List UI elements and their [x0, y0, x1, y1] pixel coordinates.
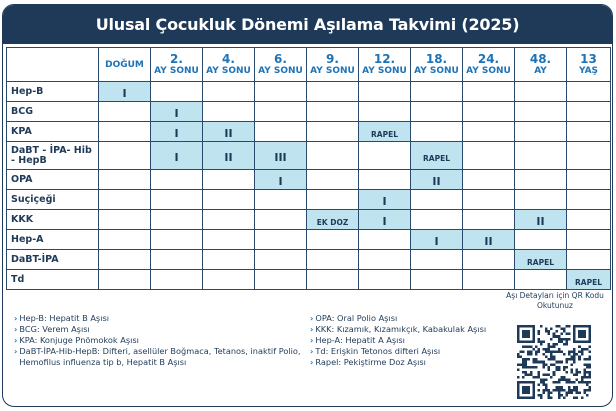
- page-title: Ulusal Çocukluk Dönemi Aşılama Takvimi (2025): [3, 5, 612, 44]
- legend-text: Rapel: Pekiştirme Doz Aşısı: [315, 357, 426, 367]
- schedule-cell: [203, 270, 255, 290]
- schedule-cell: [463, 190, 515, 210]
- schedule-cell: [567, 210, 611, 230]
- schedule-cell: [515, 210, 567, 230]
- schedule-cell: [151, 102, 203, 122]
- vaccine-name: KKK: [7, 210, 99, 230]
- qr-label: Aşı Detayları için QR Kodu Okutunuz: [506, 291, 604, 310]
- schedule-cell: [203, 142, 255, 170]
- table-row: [7, 170, 611, 190]
- table-row: [7, 270, 611, 290]
- column-header-unit: AY SONU: [206, 66, 251, 76]
- schedule-cell: [255, 210, 307, 230]
- schedule-cell: [255, 142, 307, 170]
- column-header: [307, 48, 359, 82]
- schedule-cell: [203, 170, 255, 190]
- schedule-cell: [255, 270, 307, 290]
- dose-label: RAPEL: [371, 130, 398, 139]
- legend-left: [14, 313, 304, 368]
- legend-text: Hep-A: Hepatit A Aşısı: [315, 335, 405, 345]
- schedule-cell: [359, 270, 411, 290]
- schedule-cell: [359, 250, 411, 270]
- vaccine-name: DaBT-İPA: [7, 250, 99, 270]
- schedule-cell: [307, 122, 359, 142]
- column-header-number: 12.: [373, 52, 396, 66]
- vaccine-name: KPA: [7, 122, 99, 142]
- schedule-cell: [515, 102, 567, 122]
- schedule-cell: [463, 142, 515, 170]
- legend-text: KKK: Kızamık, Kızamıkçık, Kabakulak Aşısı: [315, 324, 487, 334]
- column-header-number: 24.: [477, 52, 500, 66]
- schedule-cell: [567, 122, 611, 142]
- schedule-body: [7, 82, 611, 290]
- table-row: [7, 210, 611, 230]
- qr-code-icon[interactable]: [517, 325, 591, 399]
- vaccine-name: BCG: [7, 102, 99, 122]
- schedule-cell: [463, 102, 515, 122]
- schedule-cell: [359, 122, 411, 142]
- schedule-cell: [411, 122, 463, 142]
- schedule-cell: [463, 210, 515, 230]
- schedule-cell: [307, 210, 359, 230]
- dose-label: I: [434, 235, 439, 248]
- legend-item: [310, 313, 520, 324]
- schedule-cell: [359, 170, 411, 190]
- schedule-cell: [99, 210, 151, 230]
- schedule-cell: [359, 230, 411, 250]
- legend-item: [310, 346, 520, 357]
- column-header: [151, 48, 203, 82]
- table-row: [7, 82, 611, 102]
- chevron-right-icon: ›: [310, 346, 314, 356]
- schedule-cell: [411, 230, 463, 250]
- column-header-number: 4.: [222, 52, 235, 66]
- column-header-unit: AY SONU: [414, 66, 459, 76]
- schedule-cell: [151, 190, 203, 210]
- legend-item: [310, 324, 520, 335]
- schedule-cell: [515, 122, 567, 142]
- dose-label: RAPEL: [527, 258, 554, 267]
- schedule-cell: [307, 170, 359, 190]
- schedule-cell: [359, 210, 411, 230]
- schedule-cell: [151, 270, 203, 290]
- column-header-number: 9.: [326, 52, 339, 66]
- schedule-cell: [515, 250, 567, 270]
- column-header-number: 2.: [170, 52, 183, 66]
- legend-item: [14, 313, 304, 324]
- dose-label: RAPEL: [575, 278, 602, 287]
- chevron-right-icon: ›: [310, 324, 314, 334]
- vaccine-name: Hep-B: [7, 82, 99, 102]
- schedule-cell: [359, 102, 411, 122]
- table-row: [7, 102, 611, 122]
- dose-label: I: [174, 151, 179, 164]
- chevron-right-icon: ›: [310, 335, 314, 345]
- column-header-unit: AY SONU: [362, 66, 407, 76]
- column-header: [463, 48, 515, 82]
- schedule-cell: [411, 210, 463, 230]
- dose-label: II: [224, 151, 233, 164]
- dose-label: RAPEL: [423, 154, 450, 163]
- column-header: [203, 48, 255, 82]
- schedule-cell: [515, 230, 567, 250]
- dose-label: EK DOZ: [316, 218, 349, 227]
- dose-label: I: [382, 215, 387, 228]
- legend-item: [14, 346, 304, 368]
- schedule-cell: [307, 82, 359, 102]
- dose-label: I: [278, 175, 283, 188]
- schedule-cell: [99, 102, 151, 122]
- schedule-cell: [567, 190, 611, 210]
- schedule-cell: [515, 82, 567, 102]
- schedule-cell: [203, 122, 255, 142]
- legend-text: DaBT-İPA-Hib-HepB: Difteri, asellüler Boğmaca, Tetanos, inaktif Polio, Hemofilus influenza tip b, Hepatit B Aşısı: [19, 346, 301, 367]
- header-row: [7, 48, 611, 82]
- column-header: [99, 48, 151, 82]
- vaccine-name: Hep-A: [7, 230, 99, 250]
- legend-text: Hep-B: Hepatit B Aşısı: [19, 313, 110, 323]
- schedule-cell: [99, 82, 151, 102]
- schedule-cell: [567, 270, 611, 290]
- schedule-cell: [203, 210, 255, 230]
- column-header: [359, 48, 411, 82]
- schedule-cell: [567, 250, 611, 270]
- schedule-cell: [307, 230, 359, 250]
- table-row: [7, 122, 611, 142]
- legend-text: OPA: Oral Polio Aşısı: [315, 313, 398, 323]
- dose-label: II: [432, 175, 441, 188]
- legend-text: BCG: Verem Aşısı: [19, 324, 90, 334]
- schedule-cell: [567, 102, 611, 122]
- column-header-number: 6.: [274, 52, 287, 66]
- schedule-cell: [411, 102, 463, 122]
- schedule-cell: [151, 122, 203, 142]
- schedule-cell: [515, 270, 567, 290]
- schedule-cell: [203, 102, 255, 122]
- table-row: [7, 230, 611, 250]
- schedule-cell: [359, 190, 411, 210]
- corner-cell: [7, 48, 99, 82]
- dose-label: I: [174, 127, 179, 140]
- schedule-cell: [151, 210, 203, 230]
- schedule-cell: [307, 250, 359, 270]
- schedule-cell: [567, 230, 611, 250]
- dose-label: I: [122, 87, 127, 100]
- chevron-right-icon: ›: [14, 335, 18, 345]
- legend-item: [310, 335, 520, 346]
- legend-text: KPA: Konjuge Pnömokok Aşısı: [19, 335, 139, 345]
- vaccine-name: DaBT - İPA- Hib - HepB: [7, 142, 99, 170]
- schedule-cell: [255, 190, 307, 210]
- schedule-cell: [411, 270, 463, 290]
- column-header: [411, 48, 463, 82]
- schedule-cell: [255, 170, 307, 190]
- column-header-unit: AY: [534, 66, 547, 76]
- schedule-cell: [151, 82, 203, 102]
- schedule-cell: [463, 250, 515, 270]
- schedule-cell: [463, 82, 515, 102]
- vaccine-name: Suçiçeği: [7, 190, 99, 210]
- column-header-unit: DOĞUM: [105, 59, 144, 70]
- schedule-cell: [203, 230, 255, 250]
- schedule-cell: [255, 230, 307, 250]
- schedule-cell: [463, 230, 515, 250]
- column-header-number: 18.: [425, 52, 448, 66]
- dose-label: I: [382, 195, 387, 208]
- column-header: [255, 48, 307, 82]
- schedule-cell: [463, 122, 515, 142]
- chevron-right-icon: ›: [14, 324, 18, 334]
- schedule-cell: [463, 270, 515, 290]
- schedule-cell: [203, 82, 255, 102]
- column-header-unit: AY SONU: [258, 66, 303, 76]
- dose-label: II: [224, 127, 233, 140]
- schedule-cell: [567, 82, 611, 102]
- table-row: [7, 142, 611, 170]
- schedule-cell: [151, 170, 203, 190]
- legend-item: [14, 335, 304, 346]
- schedule-card: [2, 4, 613, 407]
- column-header-number: 13: [580, 52, 597, 66]
- chevron-right-icon: ›: [310, 357, 314, 367]
- column-header: [567, 48, 611, 82]
- chevron-right-icon: ›: [14, 346, 18, 356]
- schedule-cell: [203, 250, 255, 270]
- dose-label: I: [174, 107, 179, 120]
- schedule-cell: [307, 270, 359, 290]
- schedule-cell: [463, 170, 515, 190]
- schedule-cell: [567, 142, 611, 170]
- vaccine-name: OPA: [7, 170, 99, 190]
- column-header-number: 48.: [529, 52, 552, 66]
- dose-label: II: [536, 215, 545, 228]
- schedule-cell: [99, 270, 151, 290]
- dose-label: II: [484, 235, 493, 248]
- schedule-cell: [515, 190, 567, 210]
- schedule-cell: [99, 142, 151, 170]
- schedule-cell: [151, 250, 203, 270]
- schedule-cell: [151, 142, 203, 170]
- column-header-unit: YAŞ: [578, 66, 599, 76]
- vaccine-name: Td: [7, 270, 99, 290]
- schedule-cell: [307, 102, 359, 122]
- schedule-cell: [515, 170, 567, 190]
- column-header: [515, 48, 567, 82]
- legend-item: [310, 357, 520, 368]
- table-row: [7, 250, 611, 270]
- schedule-cell: [411, 250, 463, 270]
- schedule-cell: [411, 82, 463, 102]
- column-header-unit: AY SONU: [466, 66, 511, 76]
- table-row: [7, 190, 611, 210]
- schedule-cell: [255, 82, 307, 102]
- schedule-cell: [411, 190, 463, 210]
- schedule-cell: [567, 170, 611, 190]
- chevron-right-icon: ›: [310, 313, 314, 323]
- column-header-unit: AY SONU: [154, 66, 199, 76]
- chevron-right-icon: ›: [14, 313, 18, 323]
- schedule-cell: [359, 82, 411, 102]
- schedule-cell: [203, 190, 255, 210]
- schedule-cell: [307, 190, 359, 210]
- dose-label: III: [274, 151, 287, 164]
- schedule-cell: [99, 230, 151, 250]
- schedule-cell: [255, 122, 307, 142]
- column-header-unit: AY SONU: [310, 66, 355, 76]
- schedule-cell: [255, 102, 307, 122]
- schedule-cell: [99, 122, 151, 142]
- schedule-cell: [411, 170, 463, 190]
- schedule-cell: [99, 250, 151, 270]
- schedule-cell: [151, 230, 203, 250]
- legend-right: [310, 313, 520, 368]
- legend-item: [14, 324, 304, 335]
- schedule-cell: [359, 142, 411, 170]
- schedule-cell: [411, 142, 463, 170]
- legend-text: Td: Erişkin Tetonos difteri Aşısı: [315, 346, 441, 356]
- vaccine-schedule-table: [6, 47, 611, 290]
- schedule-cell: [255, 250, 307, 270]
- schedule-cell: [99, 190, 151, 210]
- schedule-cell: [99, 170, 151, 190]
- schedule-cell: [307, 142, 359, 170]
- schedule-cell: [515, 142, 567, 170]
